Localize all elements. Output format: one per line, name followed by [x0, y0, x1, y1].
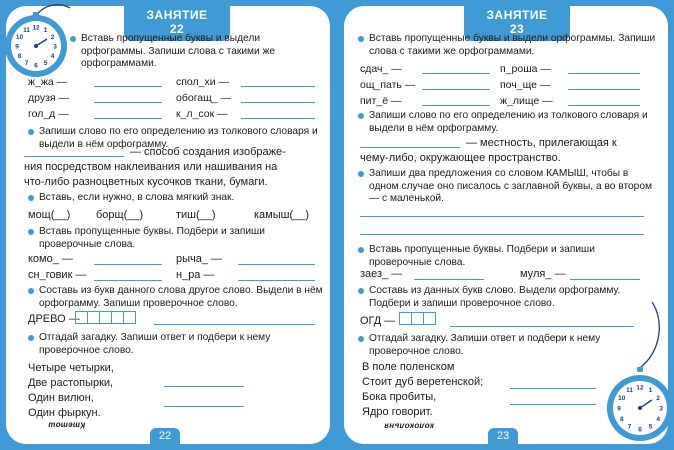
- page-number-left: 22: [150, 428, 180, 444]
- word-item: спол_хи —: [176, 76, 230, 88]
- answer-line[interactable]: [570, 279, 640, 280]
- riddle-line: Один вилюн,: [28, 392, 94, 404]
- riddle-line: Бока пробиты,: [362, 391, 437, 403]
- letter-boxes[interactable]: [76, 311, 136, 325]
- dial-number: 11: [626, 387, 633, 395]
- task-instruction: Запиши слово по его определению из толкового словаря и выдели в нём орфограмму.: [354, 110, 659, 135]
- dial-number: 5: [648, 423, 653, 431]
- answer-line[interactable]: [568, 105, 640, 106]
- answer-line[interactable]: [510, 388, 596, 389]
- dial-number: 9: [15, 43, 19, 51]
- riddle-line: Один фыркун.: [28, 407, 101, 419]
- answer-line[interactable]: [94, 118, 162, 119]
- dial-number: 1: [648, 387, 653, 395]
- word-item: пит_ё —: [360, 95, 402, 107]
- task-instruction: Запиши два предложения со словом КАМЫШ, чтобы в одном случае оно писалось с заглавной буквы, а во втором — с маленькой.: [354, 168, 659, 206]
- word-item: рыча_ —: [176, 253, 223, 265]
- answer-line[interactable]: [164, 406, 244, 407]
- task-instruction: Составь из данных букв слово. Выдели орфограмму. Подбери и запиши проверочное слово.: [354, 285, 659, 310]
- task-instruction: Отгадай загадку. Запиши ответ и подбери к нему проверочное слово.: [354, 333, 659, 358]
- task-instruction: Отгадай загадку. Запиши ответ и подбери к нему проверочное слово.: [24, 332, 324, 357]
- word-item: заез_ —: [360, 268, 403, 280]
- answer-line[interactable]: [241, 86, 315, 87]
- task-instruction: Запиши слово по его определению из толкового словаря и выдели в нём орфограмму.: [24, 126, 324, 151]
- dial-number: 8: [619, 415, 624, 423]
- word-item: борщ(__): [96, 209, 144, 221]
- word-item: обогащ_ —: [176, 92, 232, 104]
- page-number-right: 23: [488, 428, 518, 444]
- dial-number: 12: [32, 24, 40, 32]
- dial-number: 3: [53, 43, 57, 51]
- task-instruction: Вставь пропущенные буквы. Подбери и запиши проверочные слова.: [24, 226, 324, 251]
- riddle-line: В поле поленском: [362, 361, 455, 373]
- dial-number: 6: [638, 426, 642, 434]
- definition-text: чему-либо, окружающее пространство.: [360, 152, 561, 164]
- dial-number: 6: [34, 62, 38, 70]
- dial-number: 12: [636, 384, 644, 392]
- answer-line[interactable]: [94, 280, 162, 281]
- source-word: ДРЕВО —: [28, 313, 80, 325]
- word-item: ж_лище —: [500, 95, 553, 107]
- word-item: ж_жа —: [28, 76, 68, 88]
- answer-line[interactable]: [94, 102, 162, 103]
- riddle-answer: колокольня: [384, 421, 434, 431]
- word-item: комо_ —: [28, 253, 73, 265]
- definition-text: ния посредством наклеивания или нашивания на: [24, 161, 278, 173]
- riddle-line: Четыре четырки,: [28, 362, 114, 374]
- word-item: друзя —: [28, 92, 70, 104]
- riddle-line: Ядро говорит.: [362, 406, 433, 418]
- answer-line[interactable]: [164, 386, 244, 387]
- task-instruction: Вставь пропущенные буквы и выдели орфограммы. Запиши слова с такими же орфограммами.: [354, 33, 659, 58]
- answer-line[interactable]: [24, 156, 124, 157]
- dial-number: 7: [627, 423, 632, 431]
- word-item: сдач_ —: [360, 63, 402, 75]
- dial-number: 7: [24, 59, 29, 67]
- answer-line[interactable]: [422, 105, 490, 106]
- dial-number: 8: [17, 52, 22, 60]
- task-instruction: Вставь, если нужно, в слова мягкий знак.: [24, 192, 324, 205]
- answer-line[interactable]: [94, 86, 162, 87]
- answer-line[interactable]: [360, 216, 644, 217]
- answer-line[interactable]: [360, 234, 644, 235]
- answer-line[interactable]: [568, 73, 640, 74]
- dial-number: 11: [23, 26, 30, 34]
- dial-number: 9: [617, 405, 621, 413]
- dial-number: 1: [43, 26, 48, 34]
- answer-line[interactable]: [510, 404, 596, 405]
- word-item: поч_ще —: [500, 79, 551, 91]
- word-item: п_роша —: [500, 63, 551, 75]
- answer-line[interactable]: [238, 280, 315, 281]
- word-item: к_л_сок —: [176, 108, 228, 120]
- stopwatch-icon: [0, 0, 74, 84]
- word-item: гол_д —: [28, 108, 69, 120]
- dial-number: 10: [15, 33, 24, 41]
- answer-line[interactable]: [154, 324, 315, 325]
- dial-number: 4: [656, 415, 661, 423]
- riddle-answer: Ктетош: [48, 420, 86, 430]
- dial-number: 3: [659, 405, 663, 413]
- word-item: муля_ —: [520, 268, 566, 280]
- dial-number: 5: [43, 59, 48, 67]
- lesson-tab-left: ЗАНЯТИЕ 22: [124, 6, 230, 41]
- answer-line[interactable]: [241, 118, 315, 119]
- answer-line[interactable]: [422, 89, 490, 90]
- word-item: ощ_пать —: [360, 79, 416, 91]
- task-instruction: Вставь пропущенные буквы и выдели орфограммы. Запиши слова с такими же орфограммами.: [66, 33, 324, 71]
- answer-line[interactable]: [241, 102, 315, 103]
- word-item: н_ра —: [176, 269, 215, 281]
- word-item: мощ(__): [28, 209, 71, 221]
- riddle-line: Две растопырки,: [28, 377, 114, 389]
- answer-line[interactable]: [360, 147, 460, 148]
- task-instruction: Составь из букв данного слова другое слово. Выдели в нём орфограмму. Запиши проверочное слово.: [24, 285, 324, 310]
- riddle-line: Стоит дуб веретенской;: [362, 376, 484, 388]
- dial-number: 4: [50, 52, 55, 60]
- word-item: сн_говик —: [28, 269, 87, 281]
- definition-text: — местность, прилегающая к: [466, 137, 617, 149]
- task-instruction: Вставь пропущенные буквы. Подбери и запиши проверочные слова.: [354, 244, 659, 269]
- stopwatch-icon: [592, 300, 674, 450]
- source-word: ОГД —: [360, 315, 396, 327]
- letter-boxes[interactable]: [400, 312, 436, 326]
- definition-text: что-либо разноцветных кусочков ткани, бумаги.: [24, 176, 268, 188]
- answer-line[interactable]: [94, 264, 162, 265]
- word-item: тиш(__): [176, 209, 216, 221]
- word-item: камыш(__): [254, 209, 310, 221]
- definition-text: — способ создания изображе-: [130, 146, 286, 158]
- answer-line[interactable]: [238, 264, 315, 265]
- dial-number: 2: [656, 394, 661, 402]
- dial-number: 2: [50, 33, 55, 41]
- lesson-tab-right: ЗАНЯТИЕ 23: [464, 6, 570, 41]
- answer-line[interactable]: [414, 279, 484, 280]
- answer-line[interactable]: [422, 73, 490, 74]
- dial-number: 10: [618, 394, 626, 402]
- answer-line[interactable]: [568, 89, 640, 90]
